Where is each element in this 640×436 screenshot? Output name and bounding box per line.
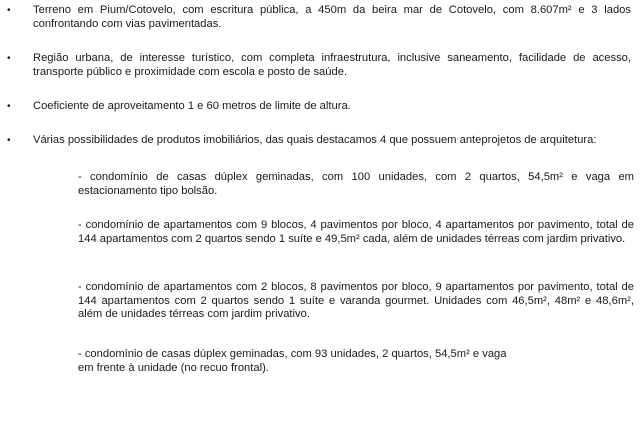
product-item-apartamentos-2-blocos: - condomínio de apartamentos com 2 blocos, 8 pavimentos por bloco, 9 apartamentos por pavimento, total de 144 apartamentos com 2 quartos sendo 1 suíte e varanda gourmet. Unidades com 46,5m², 48m² e 48,6m², além de unidades térreas com jardim privativo. [78,281,634,320]
bullet-marker: • [7,5,11,16]
bullet-marker: • [7,135,11,146]
bullet-text: Terreno em Pium/Cotovelo, com escritura pública, a 450m da beira mar de Cotovelo, com 8.607m² e 3 lados confrontando com vias pavimentadas. [33,4,631,30]
bullet-marker: • [7,101,11,112]
product-item-casas-93 [78,348,634,375]
product-item-casas-100: - condomínio de casas dúplex geminadas, com 100 unidades, com 2 quartos, 54,5m² e vaga em estacionamento tipo bolsão. [78,171,634,197]
bullet-marker: • [7,53,11,64]
product-item-apartamentos-9-blocos: - condomínio de apartamentos com 9 blocos, 4 pavimentos por bloco, 4 apartamentos por pavimento, total de 144 apartamentos com 2 quartos sendo 1 suíte e 49,5m² cada, além de unidades térreas com jardim privativo. [78,219,634,245]
bullet-text: Região urbana, de interesse turístico, com completa infraestrutura, inclusive saneamento, facilidade de acesso, transporte público e proximidade com escola e posto de saúde. [33,52,631,78]
product-line: em frente à unidade (no recuo frontal). [78,361,269,374]
product-line: - condomínio de casas dúplex geminadas, com 93 unidades, 2 quartos, 54,5m² e vaga [78,348,507,360]
bullet-text: Coeficiente de aproveitamento 1 e 60 metros de limite de altura. [33,100,351,112]
bullet-text: Várias possibilidades de produtos imobiliários, das quais destacamos 4 que possuem anteprojetos de arquitetura: [33,134,597,146]
